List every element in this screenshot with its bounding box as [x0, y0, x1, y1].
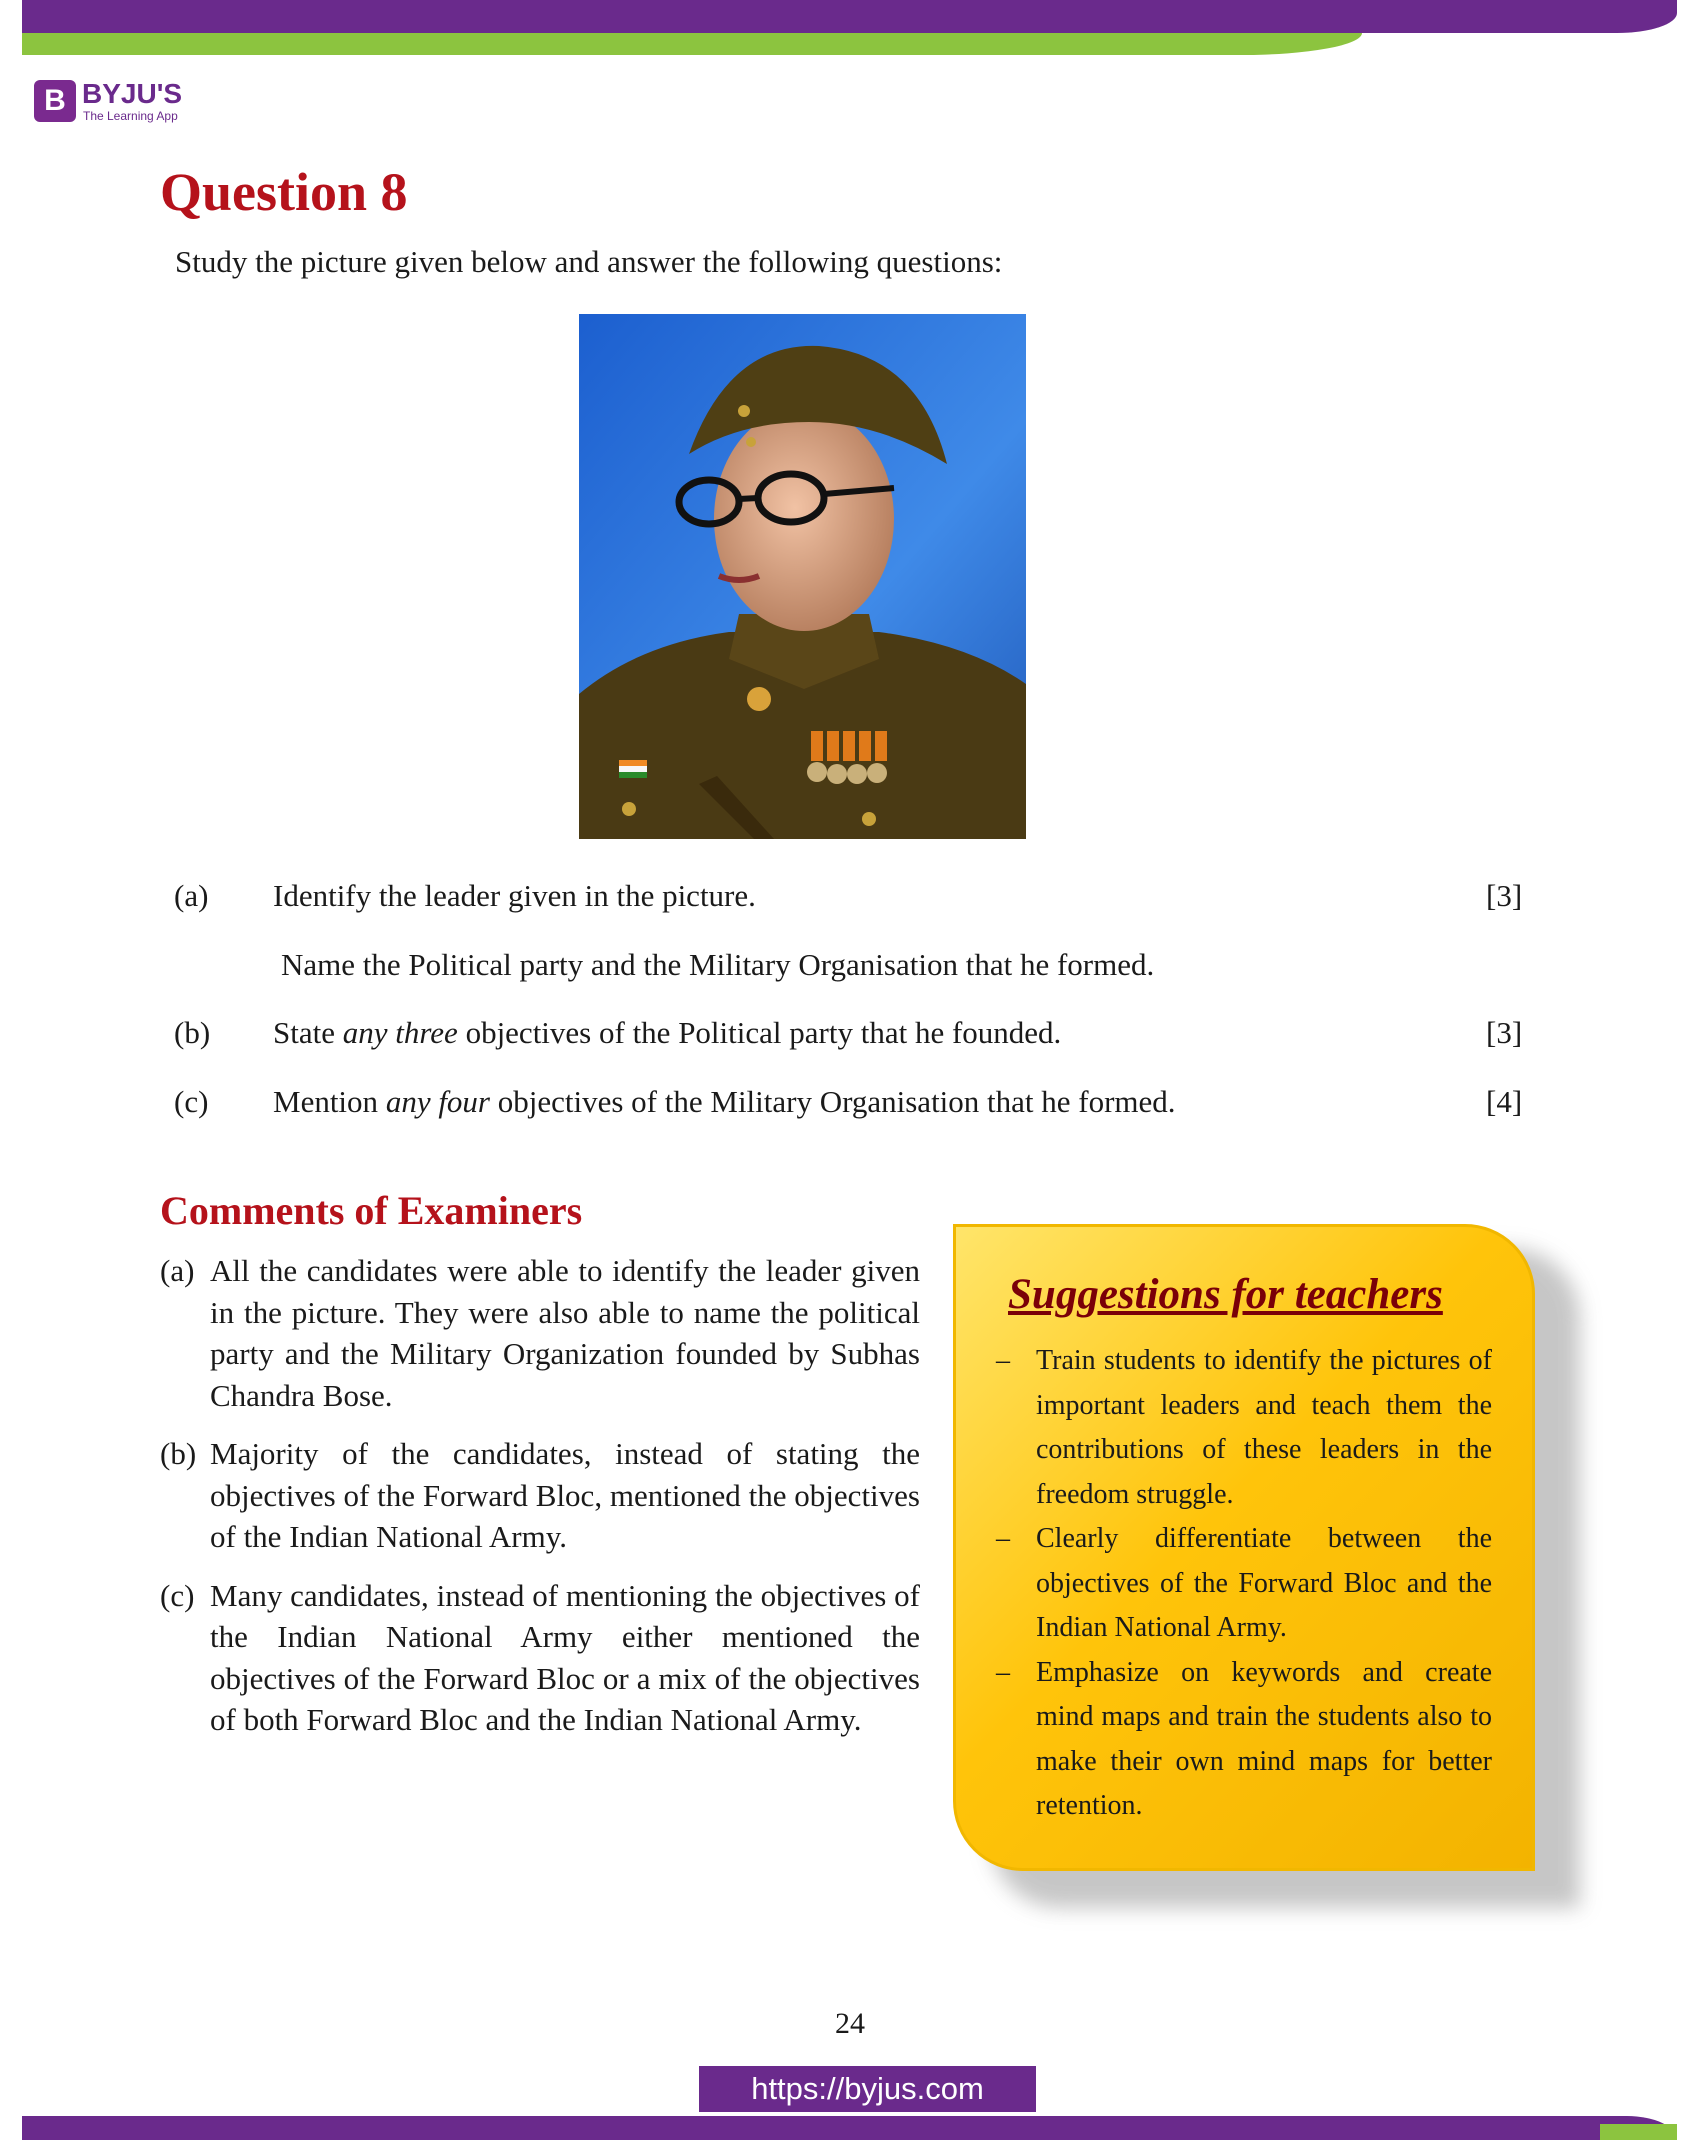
dash-bullet-icon: – [996, 1656, 1010, 1688]
part-text: Mention any four objectives of the Military Organisation that he formed. [273, 1084, 1176, 1119]
leader-portrait-image [579, 314, 1026, 839]
part-text: Identify the leader given in the picture. [273, 878, 756, 913]
suggestion-item [996, 1651, 1492, 1829]
suggestion-text: Train students to identify the pictures of important leaders and teach them the contributions of these leaders in the freedom struggle. [1036, 1345, 1492, 1510]
suggestions-list [996, 1339, 1492, 1829]
byjus-logo[interactable] [34, 78, 204, 126]
comment-text: Majority of the candidates, instead of stating the objectives of the Forward Bloc, mentioned the objectives of the Indian National Army. [210, 1436, 920, 1554]
part-marks: [4] [1486, 1084, 1523, 1119]
top-band-green [22, 33, 1362, 55]
comments-list [160, 1250, 920, 1758]
part-label: (a) [174, 878, 209, 913]
comment-label: (a) [160, 1253, 195, 1288]
comments-title: Comments of Examiners [160, 1188, 583, 1233]
part-marks: [3] [1486, 878, 1523, 913]
top-band-purple [22, 0, 1677, 33]
comment-text: All the candidates were able to identify the leader given in the picture. They were also able to name the political party and the Military Organization founded by Subhas Chandra Bose. [210, 1253, 920, 1413]
comment-label: (c) [160, 1577, 195, 1613]
comment-item [160, 1575, 920, 1741]
question-intro: Study the picture given below and answer the following questions: [175, 244, 1003, 279]
logo-mark-icon: B [34, 80, 76, 122]
part-text: Name the Political party and the Military Organisation that he formed. [281, 947, 1155, 982]
suggestion-item [996, 1517, 1492, 1651]
suggestions-box [953, 1224, 1535, 1871]
footer-url-link[interactable]: https://byjus.com [699, 2066, 1036, 2112]
suggestion-text: Clearly differentiate between the objectives of the Forward Bloc and the Indian National Army. [1036, 1523, 1492, 1643]
bottom-band-purple [22, 2116, 1677, 2140]
suggestions-title: Suggestions for teachers [1008, 1271, 1443, 1318]
comment-label: (b) [160, 1436, 197, 1471]
comment-item [160, 1250, 920, 1416]
part-marks: [3] [1486, 1015, 1523, 1050]
logo-tagline: The Learning App [83, 109, 178, 123]
dash-bullet-icon: – [996, 1345, 1010, 1376]
suggestion-text: Emphasize on keywords and create mind maps and train the students also to make their own mind maps for better retention. [1036, 1656, 1492, 1821]
dash-bullet-icon: – [996, 1523, 1010, 1554]
part-text: State any three objectives of the Political party that he founded. [273, 1015, 1062, 1050]
comment-item [160, 1433, 920, 1558]
logo-name: BYJU'S [82, 78, 183, 109]
part-label: (c) [174, 1084, 209, 1119]
part-label: (b) [174, 1015, 211, 1050]
comment-text: Many candidates, instead of mentioning the objectives of the Indian National Army either mentioned the objectives of the Forward Bloc or a mix of the objectives of both Forward Bloc and the Indian National Army. [210, 1577, 920, 1737]
bottom-band-green [1600, 2124, 1677, 2140]
question-title: Question 8 [160, 162, 408, 222]
page-number: 24 [835, 2007, 865, 2040]
suggestion-item [996, 1339, 1492, 1517]
